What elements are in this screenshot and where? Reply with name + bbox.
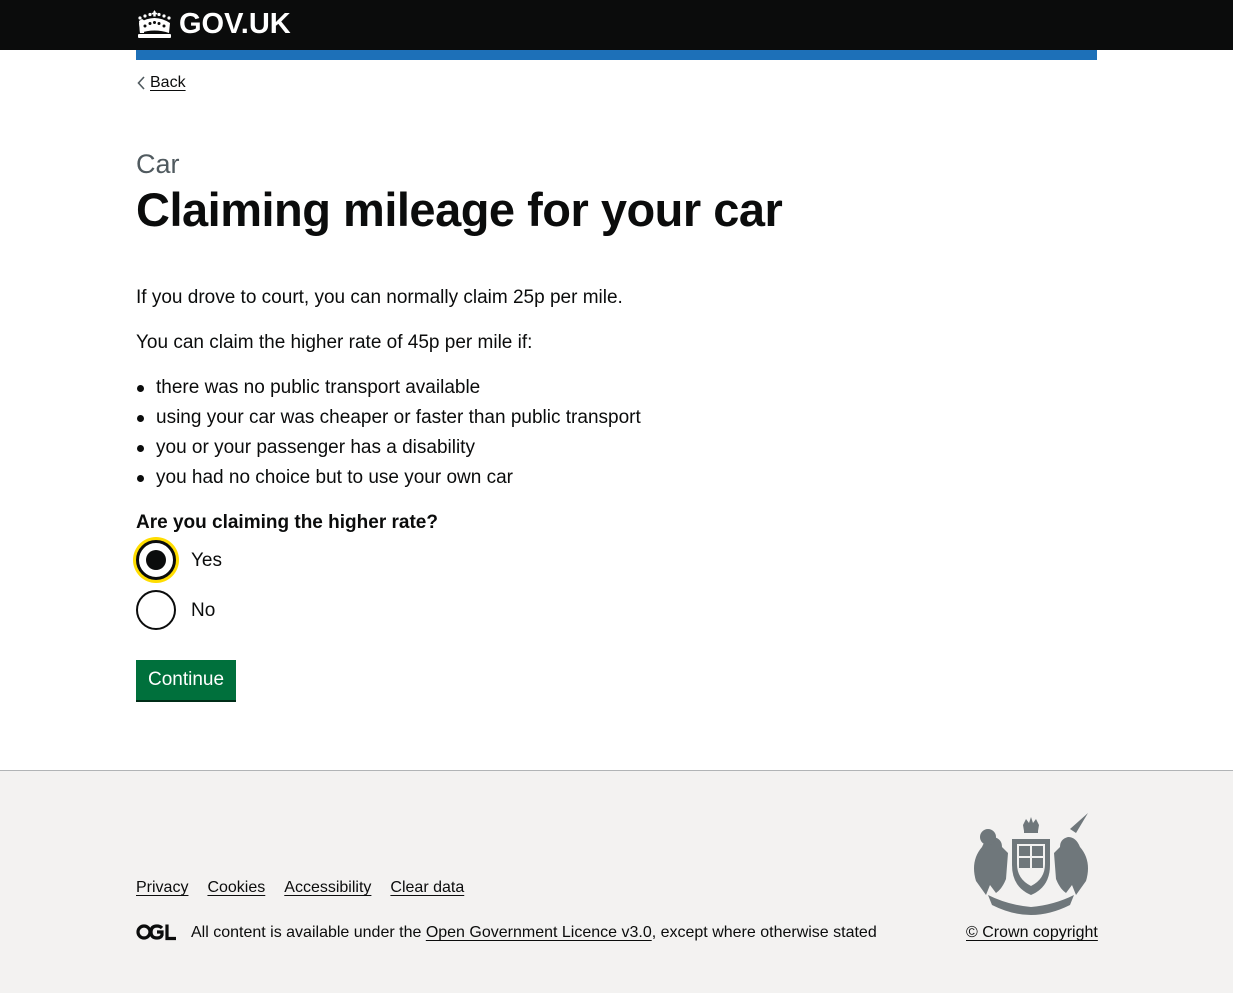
footer-links <box>136 877 483 899</box>
licence-text <box>191 922 877 944</box>
royal-crest-icon <box>966 811 1096 915</box>
crown-copyright-link[interactable]: © Crown copyright <box>966 924 1098 941</box>
radio-no-input[interactable] <box>136 590 176 630</box>
govuk-logo-text: GOV.UK <box>179 8 291 40</box>
conditions-list <box>136 375 641 495</box>
intro-paragraph: If you drove to court, you can normally claim 25p per mile. <box>136 287 623 308</box>
radio-yes-label[interactable]: Yes <box>191 549 222 571</box>
list-item: you had no choice but to use your own car <box>136 465 641 490</box>
licence-suffix: , except where otherwise stated <box>651 924 877 941</box>
list-item: you or your passenger has a disability <box>136 435 641 460</box>
footer-link-cookies[interactable]: Cookies <box>207 879 266 896</box>
list-item: using your car was cheaper or faster than public transport <box>136 405 641 430</box>
back-link-label: Back <box>150 74 186 91</box>
radio-yes[interactable] <box>136 540 222 580</box>
ogl-licence-link[interactable]: Open Government Licence v3.0 <box>425 924 652 941</box>
crown-icon <box>136 9 173 39</box>
radio-no-label[interactable]: No <box>191 599 216 621</box>
ogl-logo-icon <box>136 923 178 941</box>
continue-button[interactable]: Continue <box>136 660 236 700</box>
brand-bar <box>136 50 1097 60</box>
radio-selected-dot <box>146 550 166 570</box>
radio-no[interactable] <box>136 590 215 630</box>
site-header <box>0 0 1233 50</box>
radio-yes-input[interactable] <box>136 540 176 580</box>
page-caption: Car <box>136 149 180 179</box>
question-legend: Are you claiming the higher rate? <box>136 512 438 533</box>
footer-link-clear-data[interactable]: Clear data <box>390 879 465 896</box>
licence-prefix: All content is available under the <box>191 924 426 941</box>
page-title: Claiming mileage for your car <box>136 183 783 236</box>
list-item: there was no public transport available <box>136 375 641 400</box>
govuk-logo-link[interactable] <box>136 8 291 40</box>
back-link[interactable] <box>136 74 186 92</box>
footer-link-privacy[interactable]: Privacy <box>136 879 189 896</box>
site-footer <box>0 770 1233 993</box>
chevron-left-icon <box>136 76 146 90</box>
footer-link-accessibility[interactable]: Accessibility <box>284 879 372 896</box>
higher-rate-paragraph: You can claim the higher rate of 45p per mile if: <box>136 332 533 353</box>
